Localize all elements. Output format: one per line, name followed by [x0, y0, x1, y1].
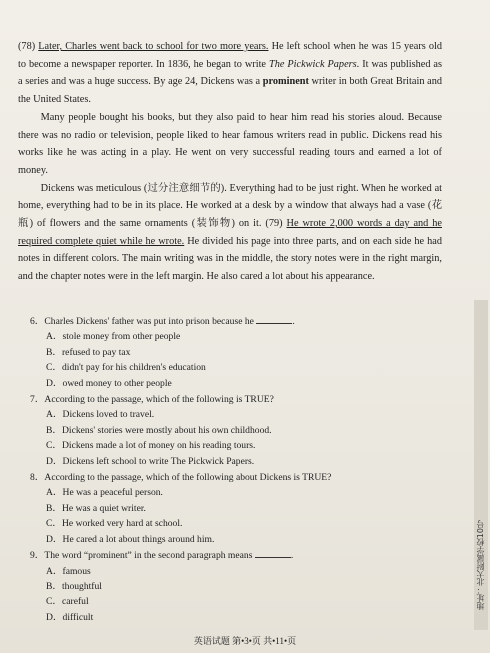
answer-blank [255, 548, 291, 558]
option-c: C．He worked very hard at school. [46, 518, 183, 530]
question-list [30, 314, 440, 626]
option-c: C．careful [46, 596, 89, 608]
option-c: C．Dickens made a lot of money on his reading tours. [46, 440, 256, 452]
option-a: A．famous [46, 565, 91, 577]
option-a: A．He was a peaceful person. [46, 487, 163, 499]
bold-word-prominent: prominent [262, 76, 309, 88]
option-b: B．Dickens' stories were mostly about his own childhood. [46, 424, 272, 436]
question-stem-text: 9．The word “prominent” in the second paragraph means [30, 550, 255, 562]
question-stem [30, 314, 440, 329]
binding-margin-text: 地址：北大附属学校10号 [476, 520, 485, 611]
paragraph-3-text-a: Dickens was meticulous (过分注意细节的). Everything had to be just right. When he worked at home, everything had to be in its place. He worked at a desk by a window that always had a vase (花瓶) of flowers and the same ornaments (装饰物) on it. (79) [18, 182, 442, 230]
option-a: A．Dickens loved to travel. [46, 409, 155, 421]
question-8 [30, 470, 440, 547]
question-9 [30, 548, 440, 625]
paragraph-1-text-a: He left school when he was 15 years old to become a newspaper reporter. In 1836, he began to write [18, 41, 442, 70]
paragraph-3-text-b: He divided his page into three parts, and on each side he had notes in different colors. The main writing was in the middle, the story notes were in the right margin, and the chapter notes were in the left margin. He also cared a lot about his appearance. [18, 235, 442, 283]
option-d: D．He cared a lot about things around him. [46, 533, 215, 545]
option-b: B．He was a quiet writer. [46, 502, 146, 514]
paragraph-1 [18, 38, 442, 109]
paragraph-2: Many people bought his books, but they also paid to hear him read his stories aloud. Because there was no radio or television, people liked to hear famous writers read in public. Dickens read his works like he was acting in a play. He went on very successful reading tours and earned a lot of money. [18, 111, 442, 176]
paragraph-1-text-b: . It was published as a series and was a huge success. By age 24, Dickens was a [18, 58, 442, 88]
reading-passage [18, 38, 442, 286]
option-c: C．didn't pay for his children's education [46, 362, 206, 374]
page-footer: 英语试题 第•3•页 共•11•页 [193, 636, 297, 646]
underlined-sentence-78: Later, Charles went back to school for two more years. [38, 41, 269, 52]
question-6 [30, 314, 440, 391]
book-title: The Pickwick Papers [268, 58, 357, 70]
question-stem: 8．According to the passage, which of the following about Dickens is TRUE? [30, 472, 332, 484]
question-stem [30, 548, 440, 563]
option-a: A．stole money from other people [46, 331, 181, 343]
option-b: B．thoughtful [46, 580, 102, 592]
question-78-marker: (78) [18, 41, 39, 52]
question-stem-end: . [292, 316, 295, 327]
paragraph-3 [18, 180, 442, 286]
question-7 [30, 392, 440, 469]
option-b: B．refused to pay tax [46, 346, 131, 358]
underlined-sentence-79: He wrote 2,000 words a day and he required complete quiet while he wrote. [18, 218, 442, 247]
answer-blank [256, 314, 292, 324]
option-d: D．Dickens left school to write The Pickwick Papers. [46, 455, 255, 467]
question-stem: 7．According to the passage, which of the following is TRUE? [30, 394, 274, 406]
question-stem-text: 6．Charles Dickens' father was put into prison because he [30, 316, 257, 327]
question-stem-end: . [290, 550, 294, 562]
option-d: D．owed money to other people [46, 377, 172, 389]
option-d: D．difficult [46, 611, 94, 623]
paragraph-1-text-c: writer in both Great Britain and the United States. [18, 76, 442, 106]
